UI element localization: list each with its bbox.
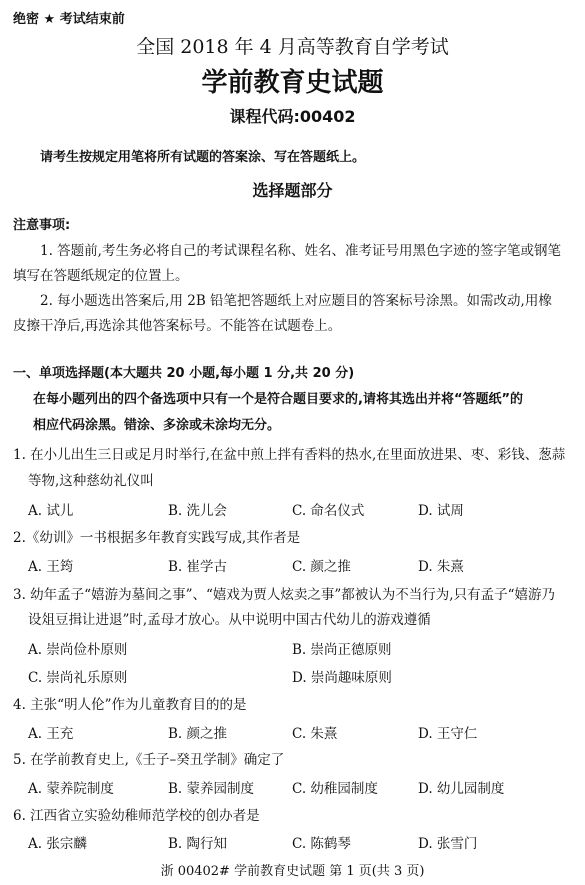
question-3-option-d: D. 崇尚趣味原则 — [292, 670, 392, 686]
exam-title: 全国 2018 年 4 月高等教育自学考试 — [136, 36, 449, 58]
question-4-option-c: C. 朱熹 — [292, 726, 338, 742]
question-4-option-d: D. 王守仁 — [418, 726, 478, 742]
question-5-option-d: D. 幼儿园制度 — [418, 781, 505, 797]
note-1-line-1: 1. 答题前,考生务必将自己的考试课程名称、姓名、准考证号用黑色字迹的签字笔或钢笔 — [40, 243, 561, 259]
question-4-option-b: B. 颜之推 — [168, 726, 228, 742]
note-1-line-2: 填写在答题纸规定的位置上。 — [13, 268, 189, 284]
question-1-option-b: B. 洗儿会 — [168, 503, 228, 519]
question-5-option-b: B. 蒙养园制度 — [168, 781, 255, 797]
question-3-stem-line-1: 3. 幼年孟子“嬉游为墓间之事”、“嬉戏为贾人炫卖之事”都被认为不当行为,只有孟子“嬉游乃 — [13, 587, 555, 603]
question-6-option-c: C. 陈鹤琴 — [292, 836, 351, 852]
question-6-option-a: A. 张宗麟 — [28, 836, 87, 852]
notes-heading: 注意事项: — [13, 218, 71, 233]
question-4-stem: 4. 主张“明人伦”作为儿童教育目的的是 — [13, 697, 247, 713]
subject-title: 学前教育史试题 — [201, 68, 384, 98]
question-3-option-b: B. 崇尚正德原则 — [292, 642, 392, 658]
question-6-stem: 6. 江西省立实验幼稚师范学校的创办者是 — [13, 808, 260, 824]
question-1-option-c: C. 命名仪式 — [292, 503, 365, 519]
course-code: 课程代码:00402 — [229, 107, 356, 126]
question-1-option-a: A. 试儿 — [28, 503, 74, 519]
exam-instruction: 请考生按规定用笔将所有试题的答案涂、写在答题纸上。 — [40, 150, 366, 165]
question-3-option-c: C. 崇尚礼乐原则 — [28, 670, 128, 686]
question-5-option-c: C. 幼稚园制度 — [292, 781, 378, 797]
page-footer: 浙 00402# 学前教育史试题 第 1 页(共 3 页) — [160, 864, 425, 879]
question-1-stem-line-2: 等物,这种慈幼礼仪叫 — [28, 473, 154, 489]
question-3-stem-line-2: 设俎豆揖让进退”时,孟母才放心。从中说明中国古代幼儿的游戏遵循 — [28, 612, 431, 628]
part-1-title: 一、单项选择题(本大题共 20 小题,每小题 1 分,共 20 分) — [13, 366, 355, 381]
note-2-line-1: 2. 每小题选出答案后,用 2B 铅笔把答题纸上对应题目的答案标号涂黑。如需改动,用橡 — [40, 293, 552, 309]
part-1-desc-line-1: 在每小题列出的四个备选项中只有一个是符合题目要求的,请将其选出并将“答题纸”的 — [33, 392, 524, 407]
question-6-option-d: D. 张雪门 — [418, 836, 478, 852]
question-1-option-d: D. 试周 — [418, 503, 464, 519]
question-5-option-a: A. 蒙养院制度 — [28, 781, 114, 797]
part-1-desc-line-2: 相应代码涂黑。错涂、多涂或未涂均无分。 — [33, 418, 281, 433]
question-1-stem-line-1: 1. 在小儿出生三日或足月时举行,在盆中煎上拌有香料的热水,在里面放进果、枣、彩钱、葱蒜 — [13, 447, 566, 463]
question-2-option-c: C. 颜之推 — [292, 559, 351, 575]
section-title: 选择题部分 — [252, 181, 333, 200]
question-6-option-b: B. 陶行知 — [168, 836, 228, 852]
question-2-option-b: B. 崔学古 — [168, 559, 228, 575]
question-4-option-a: A. 王充 — [28, 726, 74, 742]
question-3-option-a: A. 崇尚俭朴原则 — [28, 642, 128, 658]
question-2-option-a: A. 王筠 — [28, 559, 74, 575]
question-2-option-d: D. 朱熹 — [418, 559, 464, 575]
question-2-stem: 2.《幼训》一书根据多年教育实践写成,其作者是 — [13, 530, 301, 546]
question-5-stem: 5. 在学前教育史上,《壬子–癸丑学制》确定了 — [13, 752, 285, 768]
secret-mark: 绝密 ★ 考试结束前 — [13, 12, 125, 27]
note-2-line-2: 皮擦干净后,再选涂其他答案标号。不能答在试题卷上。 — [13, 318, 342, 334]
